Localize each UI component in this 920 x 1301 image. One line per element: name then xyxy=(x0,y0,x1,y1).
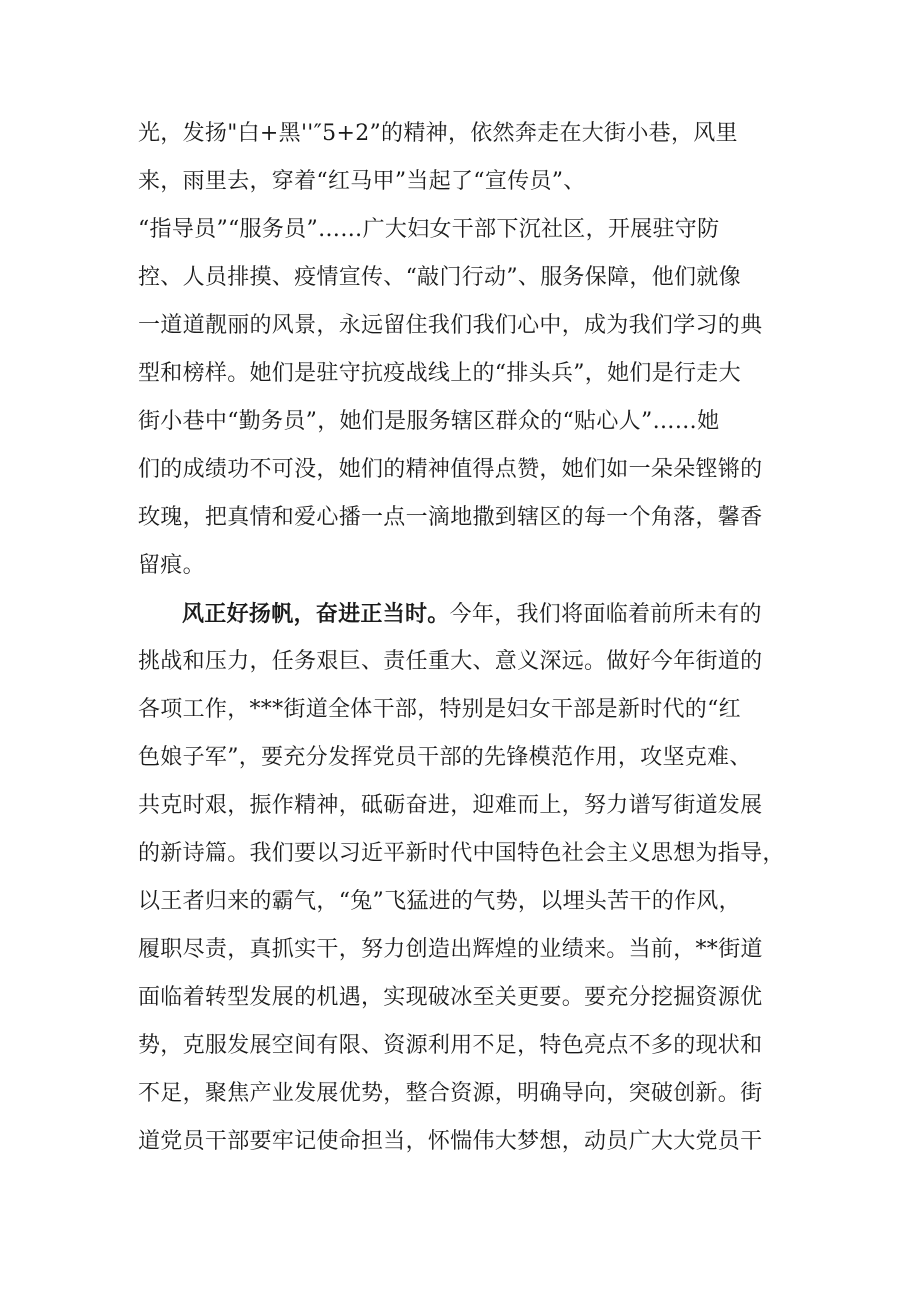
paragraph-2-first-line-rest: 今年，我们将面临着前所未有的 xyxy=(449,602,762,627)
paragraph-1-line-8: 们的成绩功不可没，她们的精神值得点赞，她们如一朵朵铿锵的 xyxy=(138,457,763,482)
paragraph-1-line-6: 型和榜样。她们是驻守抗疫战线上的“排头兵”，她们是行走大 xyxy=(138,361,741,386)
paragraph-2-line-9: 面临着转型发展的机遇，实现破冰至关更要。要充分挖掘资源优 xyxy=(138,985,763,1010)
paragraph-2-line-3: 各项工作，***街道全体干部，特别是妇女干部是新时代的“红 xyxy=(138,697,741,722)
paragraph-1-line-4: 控、人员排摸、疫情宣传、“敲门行动”、服务保障，他们就像 xyxy=(138,265,741,290)
paragraph-1-line-3: “指导员”“服务员”……广大妇女干部下沉社区，开展驻守防 xyxy=(138,217,720,242)
paragraph-1-line-10: 留痕。 xyxy=(138,553,205,578)
paragraph-2-line-4: 色娘子军”，要充分发挥党员干部的先锋模范作用，攻坚克难、 xyxy=(138,745,752,770)
paragraph-1-line-7: 街小巷中“勤务员”，她们是服务辖区群众的“贴心人”……她 xyxy=(138,409,720,434)
paragraph-2-line-8: 履职尽责，真抓实干，努力创造出辉煌的业绩来。当前，**街道 xyxy=(138,937,763,962)
paragraph-2-heading: 风正好扬帆，奋进正当时。 xyxy=(182,601,450,627)
paragraph-2-line-7: 以王者归来的霸气，“兔”飞猛进的气势，以埋头苦干的作风， xyxy=(138,889,741,914)
paragraph-2-line-6: 的新诗篇。我们要以习近平新时代中国特色社会主义思想为指导， xyxy=(138,841,785,866)
paragraph-2-line-5: 共克时艰，振作精神，砥砺奋进，迎难而上，努力谱写街道发展 xyxy=(138,793,763,818)
paragraph-1-line-5: 一道道靓丽的风景，永远留住我们我们心中，成为我们学习的典 xyxy=(138,313,763,338)
paragraph-2-line-11: 不足，聚焦产业发展优势，整合资源，明确导向，突破创新。街 xyxy=(138,1081,763,1106)
paragraph-1-line-1: 光，发扬"白+黑''″5+2”的精神，依然奔走在大街小巷，风里 xyxy=(138,121,738,146)
paragraph-2-line-10: 势，克服发展空间有限、资源利用不足，特色亮点不多的现状和 xyxy=(138,1033,763,1058)
paragraph-1-line-9: 玫瑰，把真情和爱心播一点一滴地撒到辖区的每一个角落，馨香 xyxy=(138,505,763,530)
paragraph-2-first-line xyxy=(182,596,762,632)
paragraph-2-line-2: 挑战和压力，任务艰巨、责任重大、意义深远。做好今年街道的 xyxy=(138,649,763,674)
paragraph-1-line-2: 来，雨里去，穿着“红马甲”当起了“宣传员”、 xyxy=(138,169,586,194)
paragraph-2-line-12: 道党员干部要牢记使命担当，怀惴伟大梦想，动员广大大党员干 xyxy=(138,1129,763,1154)
